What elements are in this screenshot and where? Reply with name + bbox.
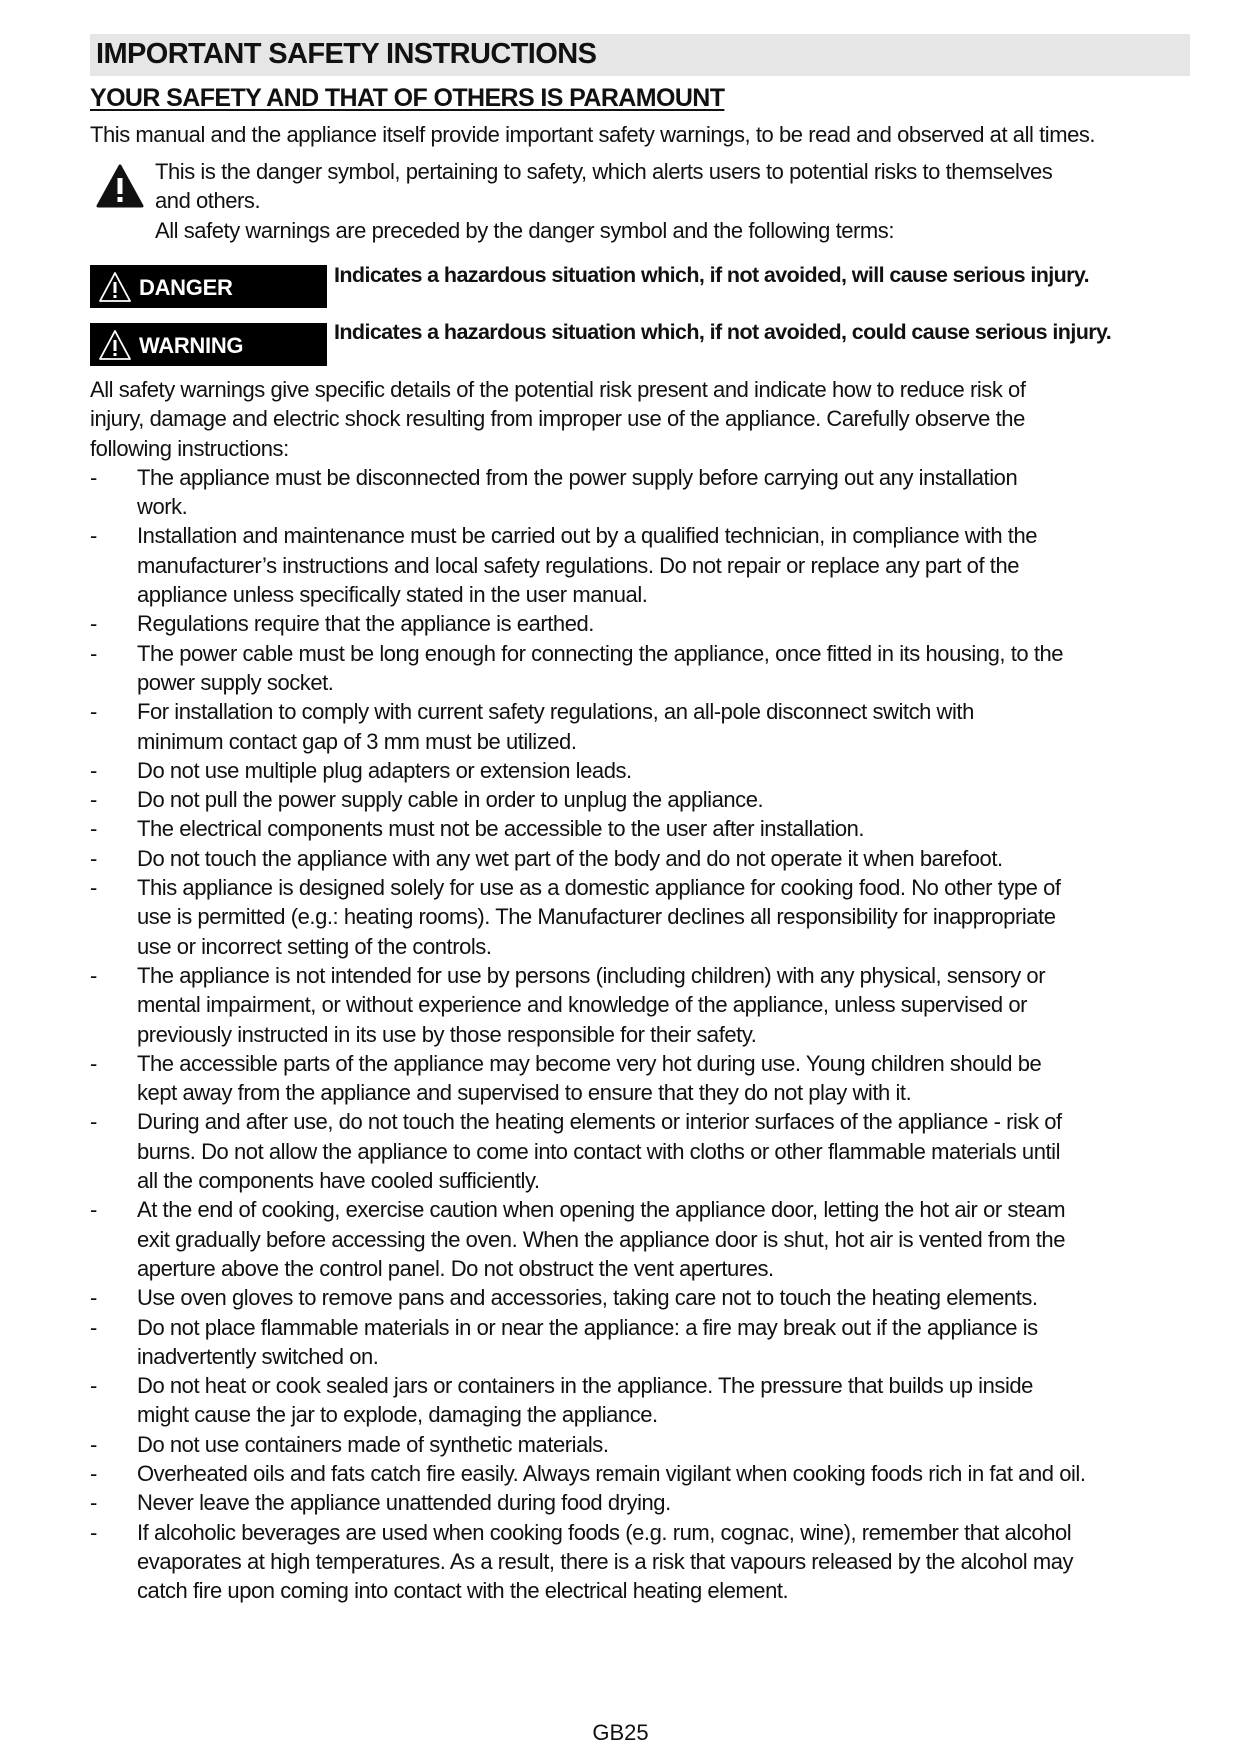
- danger-symbol-text: [155, 157, 1052, 245]
- warning-term: WARNING: [139, 333, 244, 358]
- list-item-line: mental impairment, or without experience and knowledge of the appliance, unless supervised or: [137, 992, 1028, 1018]
- list-item-line: For installation to comply with current safety regulations, an all-pole disconnect switch with: [137, 699, 974, 725]
- list-item: [90, 1459, 1200, 1488]
- list-item-line: minimum contact gap of 3 mm must be utilized.: [137, 728, 577, 754]
- list-item-line: This appliance is designed solely for use as a domestic appliance for cooking food. No other type of: [137, 875, 1061, 901]
- bullet-dash: -: [90, 523, 97, 549]
- list-item-line: The power cable must be long enough for connecting the appliance, once fitted in its housing, to the: [137, 640, 1064, 666]
- bullet-dash: -: [90, 962, 97, 988]
- list-item-line: Use oven gloves to remove pans and accessories, taking care not to touch the heating elements.: [137, 1285, 1038, 1311]
- bullet-dash: -: [90, 757, 97, 783]
- bullet-dash: -: [90, 1519, 97, 1545]
- list-item: [90, 1195, 1200, 1283]
- list-item-line: burns. Do not allow the appliance to come into contact with cloths or other flammable materials until: [137, 1138, 1061, 1164]
- list-item-line: During and after use, do not touch the heating elements or interior surfaces of the appliance - risk of: [137, 1109, 1062, 1135]
- bullet-dash: -: [90, 1285, 97, 1311]
- list-item: [90, 844, 1200, 873]
- list-item-line: Do not use containers made of synthetic materials.: [137, 1431, 609, 1457]
- danger-description: Indicates a hazardous situation which, if not avoided, will cause serious injury.: [334, 263, 1090, 287]
- danger-symbol-icon: [95, 163, 145, 209]
- list-item-line: Do not pull the power supply cable in order to unplug the appliance.: [137, 787, 764, 813]
- bullet-dash: -: [90, 1431, 97, 1457]
- instructions-body: [90, 375, 1200, 1605]
- page-title: IMPORTANT SAFETY INSTRUCTIONS: [96, 38, 597, 70]
- list-item-line: Regulations require that the appliance is earthed.: [137, 611, 594, 637]
- list-item-line: appliance unless specifically stated in the user manual.: [137, 582, 648, 608]
- list-item-line: might cause the jar to explode, damaging the appliance.: [137, 1402, 658, 1428]
- danger-label: [90, 265, 327, 308]
- symbol-line: All safety warnings are preceded by the danger symbol and the following terms:: [155, 217, 894, 243]
- danger-term: DANGER: [139, 275, 233, 300]
- bullet-dash: -: [90, 1373, 97, 1399]
- paragraph-line: following instructions:: [90, 435, 289, 461]
- warning-triangle-icon: [98, 271, 132, 303]
- list-item: [90, 961, 1200, 1049]
- list-item-line: inadvertently switched on.: [137, 1343, 379, 1369]
- bullet-dash: -: [90, 1109, 97, 1135]
- paragraph-line: All safety warnings give specific details of the potential risk present and indicate how to reduce risk of: [90, 377, 1026, 402]
- list-item: [90, 639, 1200, 698]
- list-item: [90, 1283, 1200, 1312]
- list-item-line: evaporates at high temperatures. As a result, there is a risk that vapours released by the alcohol may: [137, 1548, 1074, 1574]
- warning-description: Indicates a hazardous situation which, if not avoided, could cause serious injury.: [334, 320, 1112, 344]
- list-item: [90, 814, 1200, 843]
- list-item-line: use or incorrect setting of the controls.: [137, 933, 492, 959]
- bullet-dash: -: [90, 845, 97, 871]
- list-item: [90, 697, 1200, 756]
- paragraph-line: injury, damage and electric shock resulting from improper use of the appliance. Carefully observe the: [90, 406, 1025, 432]
- list-item-line: At the end of cooking, exercise caution when opening the appliance door, letting the hot air or steam: [137, 1197, 1066, 1223]
- warning-label: [90, 323, 327, 366]
- list-item: [90, 1107, 1200, 1195]
- list-item-line: Do not touch the appliance with any wet part of the body and do not operate it when barefoot.: [137, 845, 1003, 871]
- subtitle: YOUR SAFETY AND THAT OF OTHERS IS PARAMOUNT: [90, 84, 725, 112]
- list-item-line: catch fire upon coming into contact with the electrical heating element.: [137, 1578, 789, 1604]
- list-item-line: use is permitted (e.g.: heating rooms). The Manufacturer declines all responsibility for inappropriate: [137, 904, 1056, 930]
- bullet-dash: -: [90, 816, 97, 842]
- list-item-line: The accessible parts of the appliance may become very hot during use. Young children should be: [137, 1050, 1042, 1076]
- list-item: [90, 1313, 1200, 1372]
- list-item-line: kept away from the appliance and supervised to ensure that they do not play with it.: [137, 1080, 912, 1106]
- bullet-dash: -: [90, 1050, 97, 1076]
- list-item-line: all the components have cooled sufficiently.: [137, 1168, 540, 1194]
- list-item: [90, 756, 1200, 785]
- list-item-line: Do not heat or cook sealed jars or containers in the appliance. The pressure that builds up inside: [137, 1373, 1033, 1399]
- list-item: [90, 1371, 1200, 1430]
- instruction-list: [90, 463, 1200, 1606]
- list-item: [90, 873, 1200, 961]
- bullet-dash: -: [90, 611, 97, 637]
- bullet-dash: -: [90, 1314, 97, 1340]
- list-item: [90, 1049, 1200, 1108]
- symbol-line: This is the danger symbol, pertaining to safety, which alerts users to potential risks to themselves: [155, 159, 1053, 184]
- list-item-line: The appliance is not intended for use by persons (including children) with any physical, sensory or: [137, 962, 1046, 988]
- list-item-line: Never leave the appliance unattended during food drying.: [137, 1490, 671, 1516]
- warning-triangle-icon: [98, 329, 132, 361]
- list-item-line: Installation and maintenance must be carried out by a qualified technician, in compliance with the: [137, 523, 1038, 549]
- list-item: [90, 1518, 1200, 1606]
- list-item-line: Overheated oils and fats catch fire easily. Always remain vigilant when cooking foods rich in fat and oil.: [137, 1460, 1086, 1486]
- list-item-line: previously instructed in its use by those responsible for their safety.: [137, 1021, 757, 1047]
- bullet-dash: -: [90, 1460, 97, 1486]
- list-item-line: Do not place flammable materials in or near the appliance: a fire may break out if the appliance is: [137, 1314, 1038, 1340]
- bullet-dash: -: [90, 787, 97, 813]
- paragraph: [90, 375, 1200, 463]
- bullet-dash: -: [90, 464, 97, 490]
- bullet-dash: -: [90, 875, 97, 901]
- intro-text: This manual and the appliance itself provide important safety warnings, to be read and observed at all times.: [90, 122, 1096, 147]
- list-item-line: aperture above the control panel. Do not obstruct the vent apertures.: [137, 1255, 774, 1281]
- bullet-dash: -: [90, 1490, 97, 1516]
- list-item: [90, 609, 1200, 638]
- section-header: [90, 34, 1190, 76]
- bullet-dash: -: [90, 699, 97, 725]
- list-item-line: Do not use multiple plug adapters or extension leads.: [137, 757, 632, 783]
- list-item-line: The electrical components must not be accessible to the user after installation.: [137, 816, 865, 842]
- list-item: [90, 1488, 1200, 1517]
- list-item-line: The appliance must be disconnected from the power supply before carrying out any installation: [137, 464, 1018, 490]
- list-item-line: manufacturer’s instructions and local safety regulations. Do not repair or replace any part of the: [137, 552, 1020, 578]
- list-item-line: work.: [137, 494, 188, 520]
- bullet-dash: -: [90, 1197, 97, 1223]
- list-item: [90, 785, 1200, 814]
- list-item: [90, 463, 1200, 522]
- list-item-line: exit gradually before accessing the oven. When the appliance door is shut, hot air is vented from the: [137, 1226, 1065, 1252]
- list-item-line: If alcoholic beverages are used when cooking foods (e.g. rum, cognac, wine), remember that alcohol: [137, 1519, 1072, 1545]
- page-number: GB25: [592, 1720, 649, 1745]
- bullet-dash: -: [90, 640, 97, 666]
- list-item: [90, 1430, 1200, 1459]
- list-item: [90, 521, 1200, 609]
- symbol-line: and others.: [155, 188, 261, 214]
- list-item-line: power supply socket.: [137, 669, 334, 695]
